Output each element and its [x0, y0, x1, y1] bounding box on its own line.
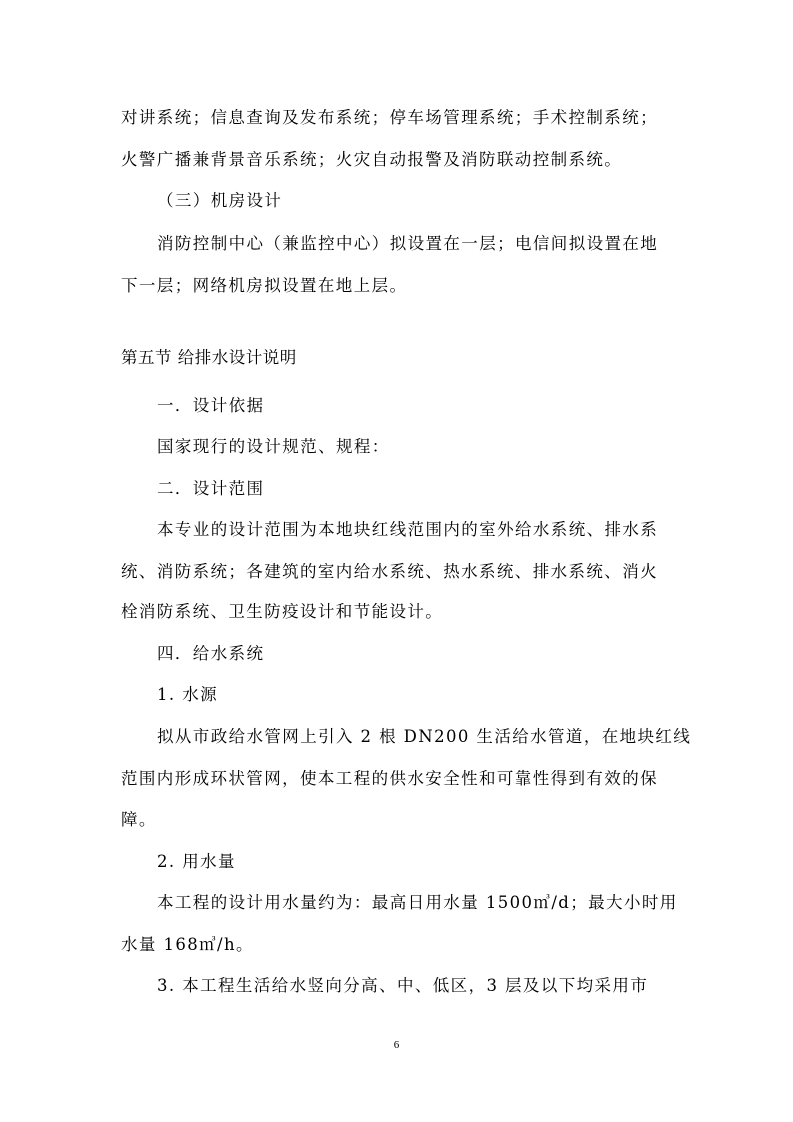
- text-line: 栓消防系统、卫生防疫设计和节能设计。: [121, 602, 444, 621]
- text-line: 障。: [121, 810, 157, 829]
- text-line: 对讲系统；信息查询及发布系统；停车场管理系统；手术控制系统；: [121, 108, 658, 127]
- text-line: 拟从市政给水管网上引入 2 根 DN200 生活给水管道，在地块红线: [157, 727, 692, 746]
- text-line: 消防控制中心（兼监控中心）拟设置在一层；电信间拟设置在地: [157, 234, 659, 253]
- text-line: 水量 168㎥/h。: [121, 935, 254, 954]
- chapter-heading: 第五节 给排水设计说明: [121, 348, 297, 367]
- section-heading: 二．设计范围: [157, 479, 265, 498]
- page-number: 6: [393, 1039, 400, 1051]
- text-line: 火警广播兼背景音乐系统；火灾自动报警及消防联动控制系统。: [121, 150, 623, 169]
- section-heading: 四．给水系统: [157, 644, 265, 663]
- text-line: 统、消防系统；各建筑的室内给水系统、热水系统、排水系统、消火: [121, 562, 658, 581]
- subsection-heading: 1. 水源: [157, 685, 218, 704]
- section-heading: 一．设计依据: [157, 396, 265, 415]
- text-line: 3. 本工程生活给水竖向分高、中、低区，3 层及以下均采用市: [157, 976, 649, 995]
- text-line: 下一层；网络机房拟设置在地上层。: [121, 276, 408, 295]
- text-line: 范围内形成环状管网，使本工程的供水安全性和可靠性得到有效的保: [121, 769, 658, 788]
- section-heading: （三）机房设计: [157, 191, 283, 210]
- text-line: 本工程的设计用水量约为：最高日用水量 1500㎥/d；最大小时用: [157, 893, 678, 912]
- text-line: 国家现行的设计规范、规程：: [157, 437, 390, 456]
- subsection-heading: 2. 用水量: [157, 852, 236, 871]
- text-line: 本专业的设计范围为本地块红线范围内的室外给水系统、排水系: [157, 520, 659, 539]
